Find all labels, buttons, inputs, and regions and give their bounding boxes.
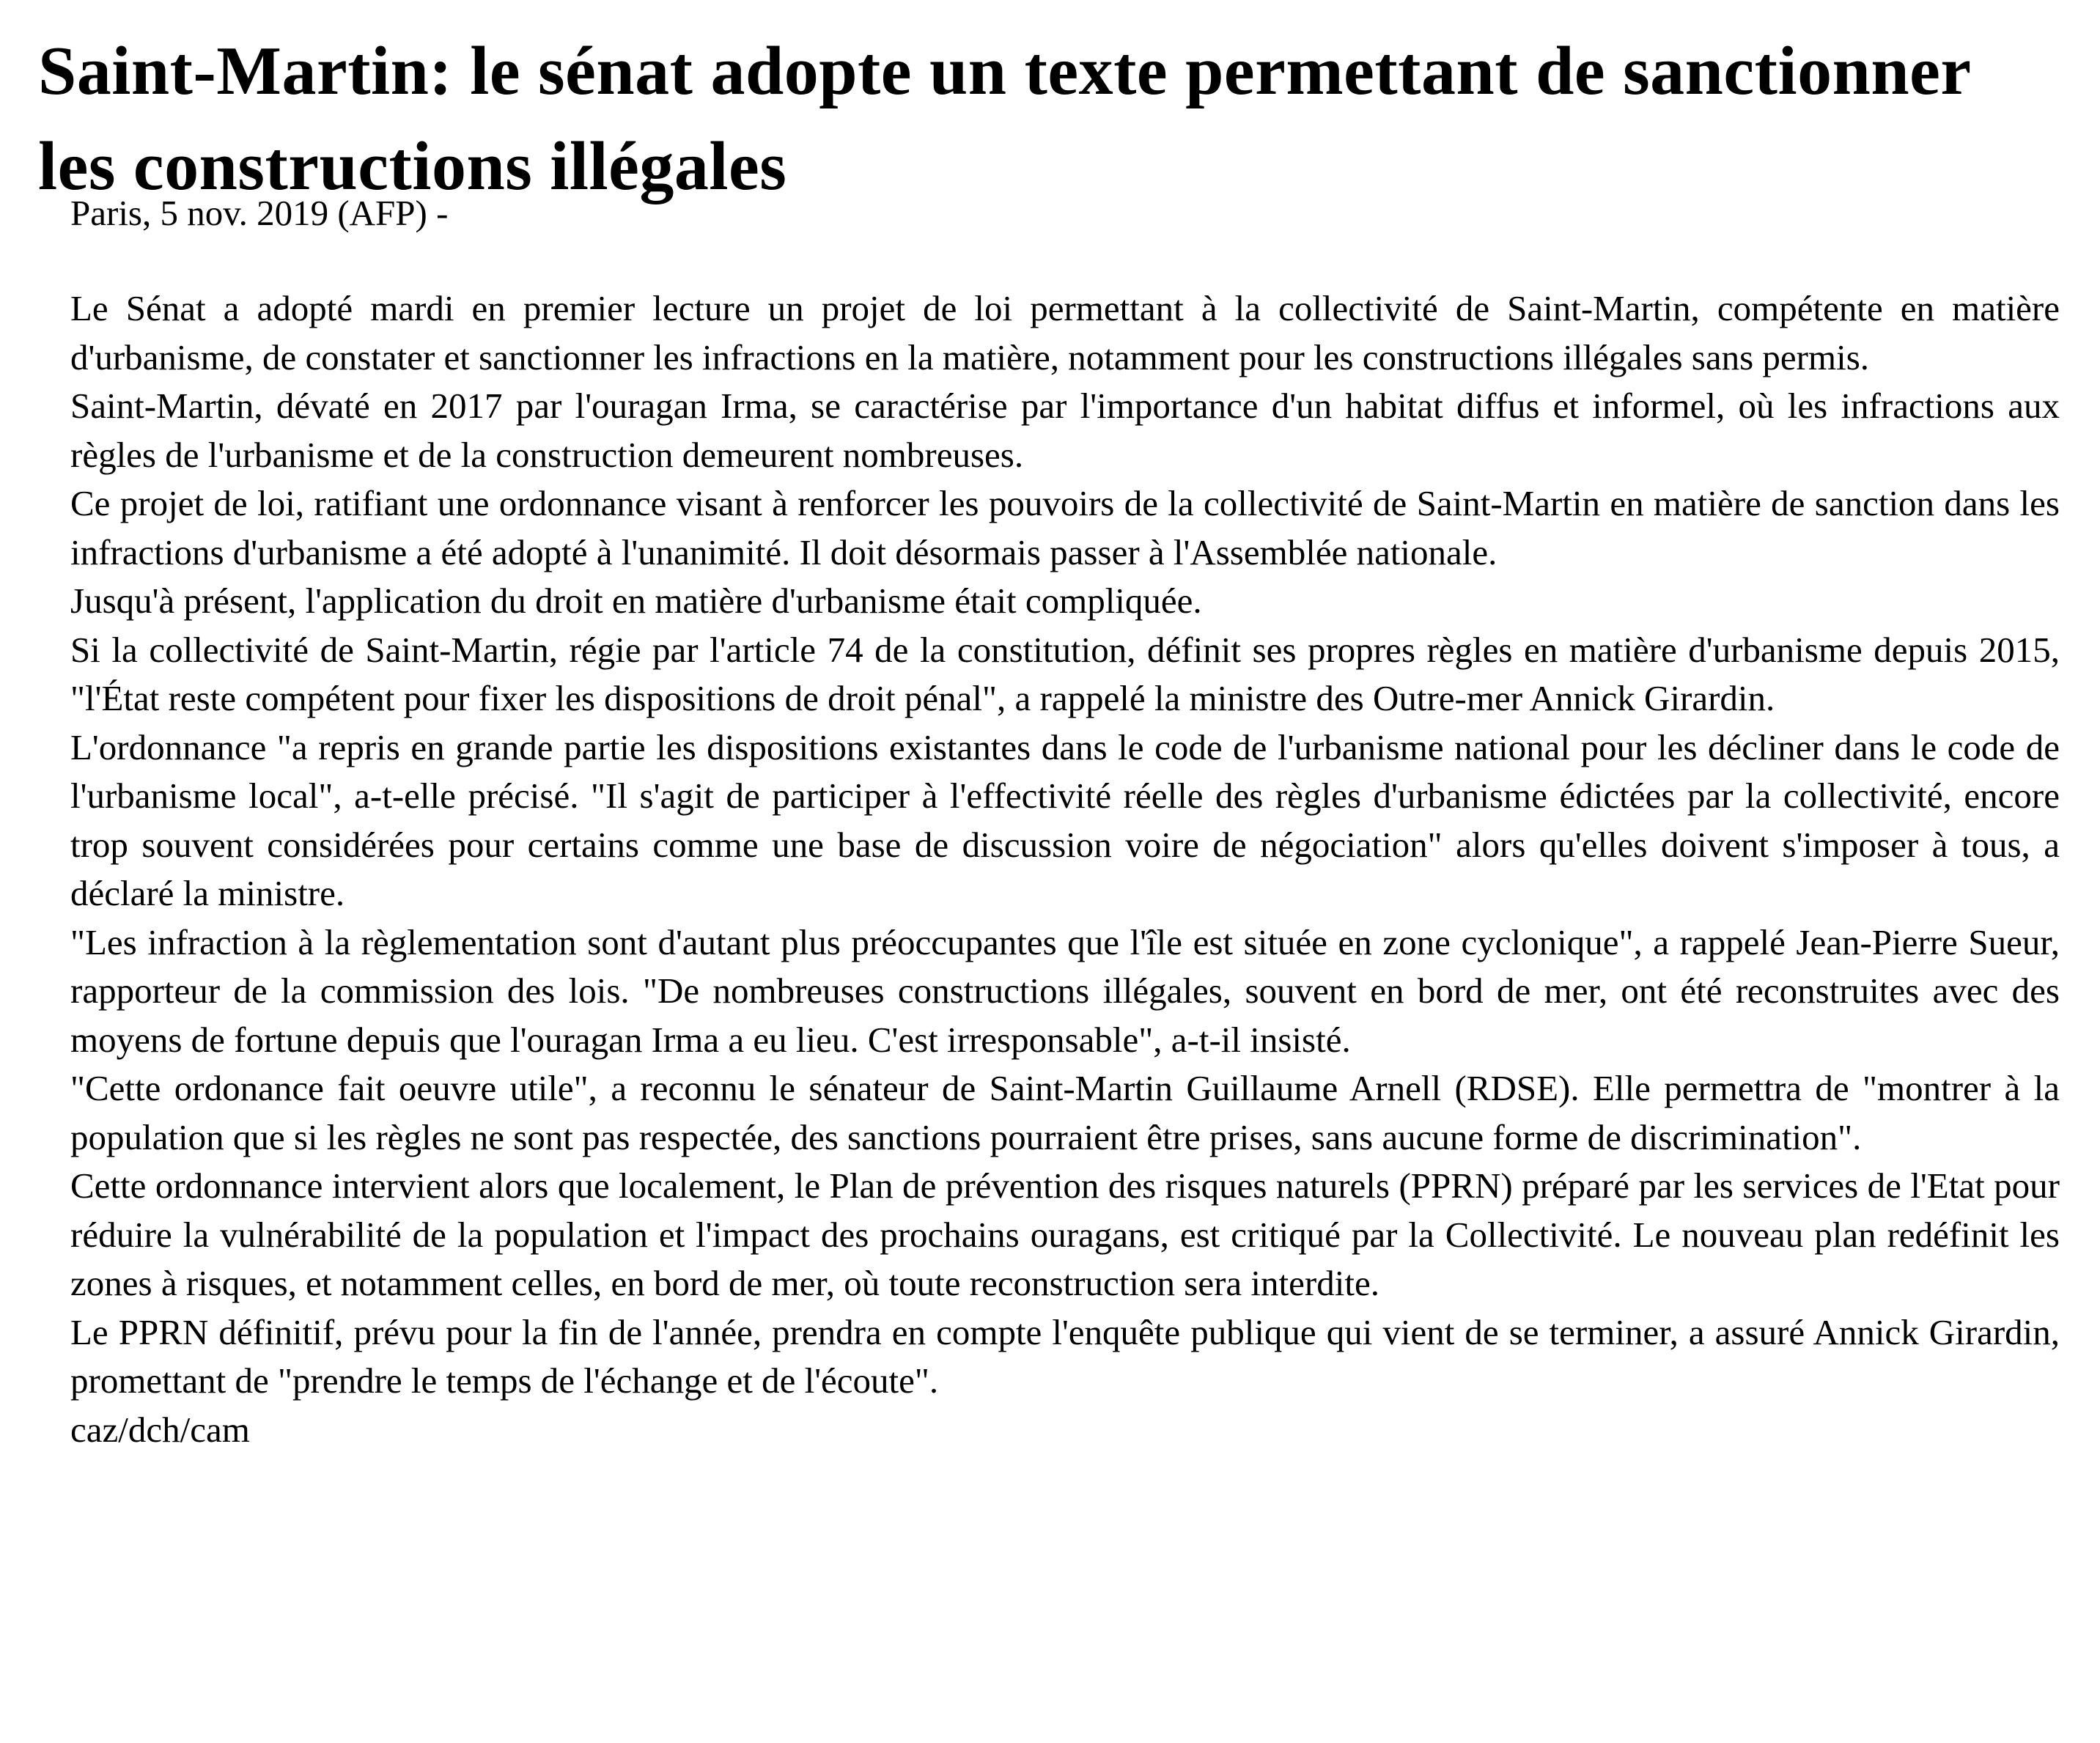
article-dateline: Paris, 5 nov. 2019 (AFP) -	[70, 193, 449, 233]
article-paragraph: Jusqu'à présent, l'application du droit en matière d'urbanisme était compliquée.	[70, 581, 1202, 621]
article-paragraph: Le Sénat a adopté mardi en premier lecture un projet de loi permettant à la collectivité de Saint-Martin, compétente en matière d'urbanisme, de constater et sanctionner les infractions en la matière, notamment pour les constructions illégales sans permis.	[70, 288, 2060, 377]
article-paragraph: Saint-Martin, dévaté en 2017 par l'ouragan Irma, se caractérise par l'importance d'un habitat diffus et informel, où les infractions aux règles de l'urbanisme et de la construction demeurent nombreuses.	[70, 386, 2060, 475]
article-paragraph: Si la collectivité de Saint-Martin, régie par l'article 74 de la constitution, définit ses propres règles en matière d'urbanisme depuis 2015, "l'État reste compétent pour fixer les dispositions de droit pénal", a rappelé la ministre des Outre-mer Annick Girardin.	[70, 629, 2060, 718]
article-paragraph: "Les infraction à la règlementation sont d'autant plus préoccupantes que l'île est située en zone cyclonique", a rappelé Jean-Pierre Sueur, rapporteur de la commission des lois. "De nombreuses constructions illégales, souvent en bord de mer, ont été reconstruites avec des moyens de fortune depuis que l'ouragan Irma a eu lieu. C'est irresponsable", a-t-il insisté.	[70, 921, 2060, 1060]
article-headline: Saint-Martin: le sénat adopte un texte permettant de sanctionner les constructions illégales	[38, 33, 1970, 204]
article-paragraph: "Cette ordonance fait oeuvre utile", a reconnu le sénateur de Saint-Martin Guillaume Arnell (RDSE). Elle permettra de "montrer à la population que si les règles ne sont pas respectée, des sanctions pourraient être prises, sans aucune forme de discrimination".	[70, 1068, 2060, 1157]
article-paragraph: Cette ordonnance intervient alors que localement, le Plan de prévention des risques naturels (PPRN) préparé par les services de l'Etat pour réduire la vulnérabilité de la population et l'impact des prochains ouragans, est critiqué par la Collectivité. Le nouveau plan redéfinit les zones à risques, et notamment celles, en bord de mer, où toute reconstruction sera interdite.	[70, 1165, 2060, 1303]
article-paragraph: Le PPRN définitif, prévu pour la fin de l'année, prendra en compte l'enquête publique qui vient de se terminer, a assuré Annick Girardin, promettant de "prendre le temps de l'échange et de l'écoute".	[70, 1311, 2060, 1401]
article-paragraph: Ce projet de loi, ratifiant une ordonnance visant à renforcer les pouvoirs de la collectivité de Saint-Martin en matière de sanction dans les infractions d'urbanisme a été adopté à l'unanimité. Il doit désormais passer à l'Assemblée nationale.	[70, 483, 2060, 572]
article-body	[70, 284, 2060, 1454]
article-paragraph: L'ordonnance "a repris en grande partie les dispositions existantes dans le code de l'urbanisme national pour les décliner dans le code de l'urbanisme local", a-t-elle précisé. "Il s'agit de participer à l'effectivité réelle des règles d'urbanisme édictées par la collectivité, encore trop souvent considérées pour certains comme une base de discussion voire de négociation" alors qu'elles doivent s'imposer à tous, a déclaré la ministre.	[70, 726, 2060, 913]
article-signoff: caz/dch/cam	[70, 1409, 250, 1450]
